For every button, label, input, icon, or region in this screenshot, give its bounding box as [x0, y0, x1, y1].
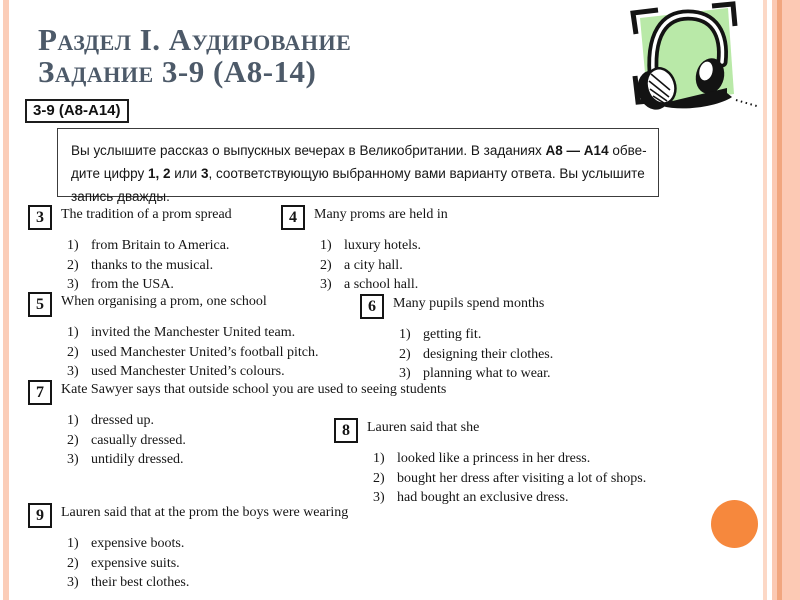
- instruction-segment: обве-: [608, 143, 647, 158]
- question-header: [28, 292, 318, 317]
- question-number-box: 3: [28, 205, 52, 230]
- answer-option-text: had bought an exclusive dress.: [397, 490, 569, 505]
- answer-option-text: used Manchester United’s colours.: [91, 364, 285, 379]
- slide-title-line2: Задание 3-9 (А8-14): [38, 54, 317, 89]
- question-stem: Kate Sawyer says that outside school you are used to seeing students: [61, 382, 447, 397]
- answer-options: [67, 534, 348, 593]
- answer-option: [67, 573, 348, 593]
- answer-option-number: 2): [373, 470, 385, 486]
- answer-option-number: 3): [320, 277, 332, 292]
- instruction-segment: запись дважды.: [71, 189, 170, 204]
- answer-option-number: 1): [373, 451, 385, 466]
- answer-option-text: getting fit.: [423, 327, 482, 342]
- answer-option: [67, 343, 318, 363]
- answer-option-number: 2): [67, 344, 79, 360]
- answer-option-number: 1): [67, 413, 79, 428]
- answer-option-number: 1): [399, 327, 411, 342]
- right-accent-stripe: [763, 0, 767, 600]
- answer-option-text: used Manchester United’s football pitch.: [91, 344, 319, 360]
- question-6: [360, 294, 553, 384]
- instruction-segment: , соответствующую выбранному вами варианту ответа. Вы услышите: [208, 166, 645, 181]
- answer-option-number: 2): [67, 257, 79, 273]
- answer-options: [67, 323, 318, 382]
- answer-option-text: casually dressed.: [91, 432, 186, 448]
- answer-option-text: planning what to wear.: [423, 366, 551, 381]
- question-header: [281, 205, 448, 230]
- answer-options: [399, 325, 553, 384]
- question-5: [28, 292, 318, 382]
- answer-option-number: 3): [67, 575, 79, 590]
- instruction-segment: 3: [200, 166, 209, 181]
- answer-option-text: luxury hotels.: [344, 238, 421, 253]
- headphones-icon: [624, 0, 762, 122]
- question-number-box: 5: [28, 292, 52, 317]
- answer-option-text: invited the Manchester United team.: [91, 325, 296, 340]
- question-header: [28, 380, 446, 405]
- answer-option-number: 3): [373, 490, 385, 505]
- answer-option: [67, 554, 348, 574]
- answer-option-text: their best clothes.: [91, 575, 190, 590]
- answer-options: [373, 449, 646, 508]
- answer-option-text: looked like a princess in her dress.: [397, 451, 591, 466]
- answer-option-text: expensive boots.: [91, 536, 185, 551]
- question-stem: Many proms are held in: [314, 207, 448, 222]
- answer-option-number: 2): [399, 346, 411, 362]
- answer-options: [320, 236, 448, 295]
- answer-option-number: 1): [67, 536, 79, 551]
- question-stem: The tradition of a prom spread: [61, 207, 232, 222]
- instruction-segment: Вы услышите рассказ о выпускных вечерах в Великобритании. В заданиях: [71, 143, 546, 158]
- orange-circle-decoration: [711, 500, 758, 548]
- answer-option: [320, 275, 448, 295]
- question-number-box: 4: [281, 205, 305, 230]
- instruction-segment: или: [170, 166, 201, 181]
- answer-option: [373, 469, 646, 489]
- question-header: [360, 294, 553, 319]
- question-header: [28, 503, 348, 528]
- task-range-label: 3-9 (A8-A14): [25, 99, 129, 123]
- question-number-box: 6: [360, 294, 384, 319]
- answer-option-text: expensive suits.: [91, 555, 180, 571]
- answer-option-text: designing their clothes.: [423, 346, 554, 362]
- question-header: [28, 205, 232, 230]
- answer-option: [67, 323, 318, 343]
- answer-option-text: bought her dress after visiting a lot of shops.: [397, 470, 647, 486]
- answer-option-number: 2): [67, 555, 79, 571]
- answer-option-number: 3): [67, 364, 79, 379]
- question-number-box: 7: [28, 380, 52, 405]
- answer-option: [399, 325, 553, 345]
- answer-option-text: thanks to the musical.: [91, 257, 214, 273]
- answer-option: [67, 256, 232, 276]
- instruction-line: [71, 139, 645, 162]
- question-number-box: 8: [334, 418, 358, 443]
- answer-option-number: 1): [320, 238, 332, 253]
- instruction-segment: дите цифру: [71, 166, 148, 181]
- question-number-box: 9: [28, 503, 52, 528]
- instruction-text: [71, 139, 645, 208]
- answer-option: [67, 362, 318, 382]
- answer-option: [399, 345, 553, 365]
- question-9: [28, 503, 348, 593]
- answer-option-text: a city hall.: [344, 257, 403, 273]
- question-stem: Many pupils spend months: [393, 296, 545, 311]
- question-stem: Lauren said that she: [367, 420, 480, 435]
- answer-option-text: dressed up.: [91, 413, 154, 428]
- answer-option-number: 3): [67, 452, 79, 467]
- left-accent-stripe: [3, 0, 9, 600]
- answer-option: [320, 256, 448, 276]
- question-4: [281, 205, 448, 295]
- answer-option-number: 2): [320, 257, 332, 273]
- answer-option-number: 1): [67, 325, 79, 340]
- answer-option-number: 3): [399, 366, 411, 381]
- answer-options: [67, 236, 232, 295]
- question-header: [334, 418, 646, 443]
- answer-option: [373, 488, 646, 508]
- instruction-line: [71, 162, 645, 185]
- answer-option-number: 3): [67, 277, 79, 292]
- right-accent-stripe: [782, 0, 800, 600]
- answer-option-number: 1): [67, 238, 79, 253]
- answer-option-text: from the USA.: [91, 277, 174, 292]
- answer-option: [320, 236, 448, 256]
- question-stem: Lauren said that at the prom the boys were wearing: [61, 505, 349, 520]
- answer-option: [67, 534, 348, 554]
- answer-option-number: 2): [67, 432, 79, 448]
- answer-option: [373, 449, 646, 469]
- answer-option: [67, 236, 232, 256]
- instruction-segment: 1, 2: [147, 166, 171, 181]
- instruction-box: [57, 128, 659, 204]
- answer-option-text: a school hall.: [344, 277, 419, 292]
- slide-title-line1: Раздел I. Аудирование: [38, 22, 352, 57]
- answer-option-text: untidily dressed.: [91, 452, 184, 467]
- answer-option-text: from Britain to America.: [91, 238, 230, 253]
- instruction-segment: А8 — А14: [545, 143, 609, 158]
- question-8: [334, 418, 646, 508]
- question-stem: When organising a prom, one school: [61, 294, 267, 309]
- question-3: [28, 205, 232, 295]
